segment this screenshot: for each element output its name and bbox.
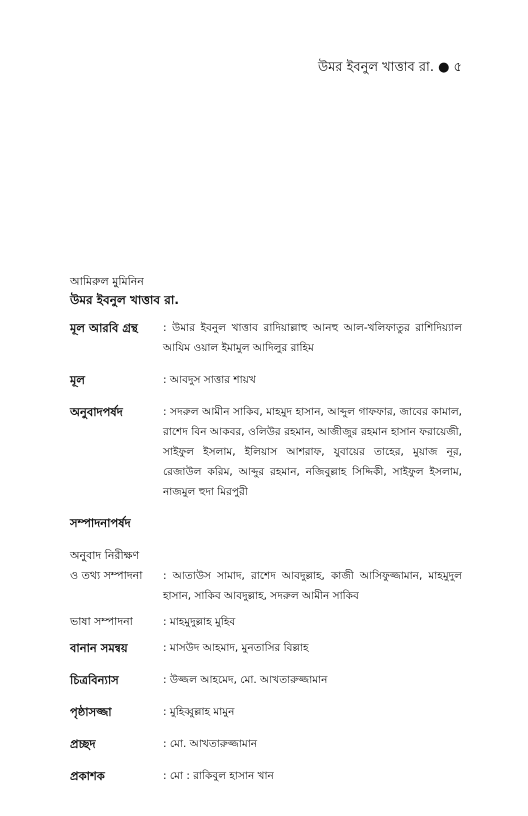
review-label: অনুবাদ নিরীক্ষণ [70, 549, 140, 562]
credit-value: : উমার ইবনুল খাত্তাব রাদিয়াল্লাহু আনহু আল-খলিফাতুর রাশিদিয়্যাল আযিম ওয়াল ইমামুল আদিলুর রাহিম [163, 322, 462, 354]
credit-label: চিত্রবিন্যাস [70, 673, 119, 687]
credits-list [70, 318, 462, 798]
book-subtitle: আমিরুল মুমিনিন [70, 275, 144, 288]
credit-illustration [70, 670, 462, 690]
credit-value: : মুহিব্বুল্লাহ মামুন [163, 706, 235, 718]
credit-value: : উজ্জল আহমেদ, মো. আখতারুজ্জামান [163, 674, 328, 686]
credit-value: : মো : রাকিবুল হাসান খান [163, 770, 274, 782]
credit-original-arabic [70, 318, 462, 358]
credit-value: : আবদুস সাত্তার শায়খ [163, 374, 256, 386]
book-title: উমর ইবনুল খাত্তাব রা. [70, 293, 179, 307]
credit-translation [70, 402, 462, 502]
credit-value: : মাহমুদুল্লাহ মুহিব [163, 616, 236, 628]
credit-label: প্রচ্ছদ [70, 737, 96, 751]
credit-label: পৃষ্ঠাসজ্জা [70, 705, 112, 719]
credit-publisher [70, 766, 462, 786]
credit-label: প্রকাশক [70, 769, 105, 783]
credit-label: অনুবাদপর্ষদ [70, 405, 123, 419]
credit-label: মূল [70, 373, 85, 387]
credit-value: : আতাউস সামাদ, রাশেদ আবদুল্লাহ, কাজী আসিফুজ্জামান, মাহমুদুল হাসান, সাকিব আবদুল্লাহ, সদরুল আমীন সাকিব [163, 570, 462, 602]
credit-cover [70, 734, 462, 754]
credit-label: বানান সমন্বয় [70, 641, 128, 655]
credit-fact-editing [70, 566, 462, 606]
credit-spelling [70, 638, 462, 658]
credit-layout [70, 702, 462, 722]
credit-value: : মাসউদ আহমাদ, মুনতাসির বিল্লাহ [163, 642, 309, 654]
credit-language-editing [70, 612, 462, 632]
credit-label: ও তথ্য সম্পাদনা [70, 569, 143, 582]
credit-label: ভাষা সম্পাদনা [70, 615, 133, 628]
credit-value: : সদরুল আমীন সাকিব, মাহমুদ হাসান, আব্দুল গাফফার, জাবের কামাল, রাশেদ বিন আকবর, ওলিউর রহমান, আজীজুর রহমান হাসান ফরায়েজী, সাইফুল ইসলাম, ইলিয়াস আশরাফ, যুবায়ের তাহের, মুয়াজ নূর, রেজাউল করিম, আব্দুর রহমান, নজিবুল্লাহ সিদ্দিকী, সাইফুল ইসলাম, নাজমুল হুদা মিরপুরী [163, 406, 462, 498]
credit-label: মূল আরবি গ্রন্থ [70, 321, 138, 335]
running-header: উমর ইবনুল খাত্তাব রা. ● ৫ [317, 60, 462, 75]
credit-value: : মো. আখতারুজ্জামান [163, 738, 258, 750]
editorial-board-heading: সম্পাদনাপর্ষদ [70, 516, 131, 530]
credit-author [70, 370, 462, 390]
